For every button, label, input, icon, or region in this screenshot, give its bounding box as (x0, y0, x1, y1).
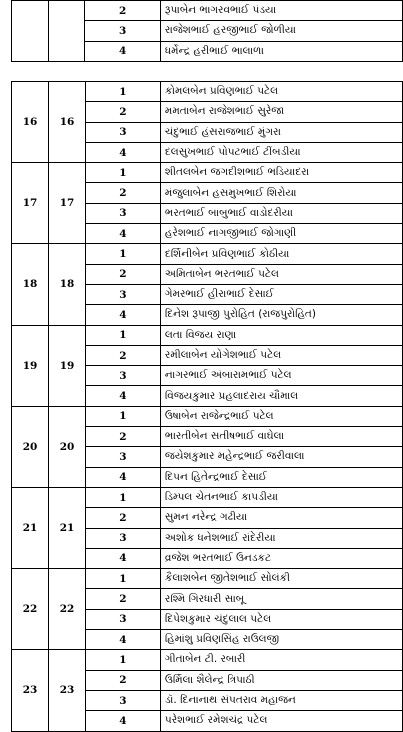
serial-number-cell: 3 (86, 284, 161, 304)
serial-number-cell: 4 (86, 548, 161, 568)
member-name-cell: ગીતાબેન ટી. રબારી (160, 650, 402, 670)
member-name-cell: દિપન હિતેન્દ્રભાઈ દેસાઈ (160, 467, 402, 487)
member-name-cell: મંજુલાબેન હસમુખભાઈ શિરોયા (160, 183, 402, 203)
member-name-cell: ઉર્મિલા શૈલેન્દ્ર ત્રિપાઠી (160, 670, 402, 690)
seat-number-cell: 16 (49, 82, 86, 163)
serial-number-cell: 3 (86, 366, 161, 386)
member-name-cell: મમતાબેન રાજેશભાઈ સુરેજા (160, 102, 402, 122)
member-name-cell: કૈલાશબેન જીતેશભાઈ સોલંકી (160, 569, 402, 589)
seat-number-cell: 21 (49, 487, 86, 568)
member-name-cell: અશોક ધનેશભાઈ રાંદેરીયા (160, 528, 402, 548)
member-name-cell: ડૉ. દિનાનાથ સંપતરાવ મહાજન (160, 690, 402, 710)
continuation-table (11, 0, 403, 62)
table-row (12, 1, 403, 21)
serial-number-cell: 3 (86, 122, 161, 142)
member-name-cell: ભારતીબેન સતીષભાઈ વાઘેલા (160, 427, 402, 447)
ward-number-cell: 17 (12, 163, 49, 244)
ward-number-cell (12, 1, 49, 62)
member-name-cell: રમીલાબેન યોગેશભાઈ પટેલ (160, 345, 402, 365)
serial-number-cell: 2 (86, 589, 161, 609)
member-name-cell: રશ્મિ ગિરધારી સાબૂ (160, 589, 402, 609)
ward-number-cell: 16 (12, 82, 49, 163)
member-name-cell: વિજયકુમાર પ્રહલાદરાય ચૌમાલ (160, 386, 402, 406)
table-row (12, 406, 403, 426)
member-name-cell: નાગરભાઈ અંબારામભાઈ પટેલ (160, 366, 402, 386)
serial-number-cell: 1 (86, 325, 161, 345)
table-row (12, 244, 403, 264)
member-name-cell: જયેશકુમાર મહેન્દ્રભાઈ જરીવાલા (160, 447, 402, 467)
serial-number-cell: 4 (86, 305, 161, 325)
ward-number-cell: 21 (12, 487, 49, 568)
seat-number-cell: 20 (49, 406, 86, 487)
serial-number-cell: 2 (85, 1, 161, 21)
serial-number-cell: 1 (86, 569, 161, 589)
table-row (12, 325, 403, 345)
serial-number-cell: 2 (86, 345, 161, 365)
ward-number-cell: 22 (12, 569, 49, 650)
serial-number-cell: 2 (86, 508, 161, 528)
serial-number-cell: 2 (86, 670, 161, 690)
serial-number-cell: 2 (86, 183, 161, 203)
member-name-cell: પરેશભાઈ રમેશચંદ્ર પટેલ (160, 711, 402, 731)
table-row (12, 569, 403, 589)
seat-number-cell: 22 (49, 569, 86, 650)
serial-number-cell: 2 (86, 427, 161, 447)
serial-number-cell: 1 (86, 163, 161, 183)
serial-number-cell: 4 (86, 630, 161, 650)
member-name-cell: દર્શિનીબેન પ્રવિણભાઈ કોઠીયા (160, 244, 402, 264)
member-name-cell: ધર્મેન્દ્ર હરીભાઈ ભાલાળા (160, 41, 402, 61)
serial-number-cell: 1 (86, 406, 161, 426)
seat-number-cell: 17 (49, 163, 86, 244)
serial-number-cell: 3 (86, 528, 161, 548)
serial-number-cell: 4 (86, 224, 161, 244)
member-name-cell: વ્રજેશ ભરતભાઈ ઉનડકટ (160, 548, 402, 568)
member-name-cell: ગેમરભાઈ હીરાભાઈ દેસાઈ (160, 284, 402, 304)
serial-number-cell: 4 (86, 386, 161, 406)
serial-number-cell: 1 (86, 487, 161, 507)
ward-members-table-body (12, 82, 403, 732)
member-name-cell: ઉષાબેન રાજેન્દ્રભાઈ પટેલ (160, 406, 402, 426)
seat-number-cell: 23 (49, 650, 86, 731)
ward-number-cell: 20 (12, 406, 49, 487)
serial-number-cell: 4 (85, 41, 161, 61)
member-name-cell: દલસુખભાઈ પોપટભાઈ ટીંબડીયા (160, 142, 402, 162)
serial-number-cell: 4 (86, 467, 161, 487)
member-name-cell: અમિતાબેન ભરતભાઈ પટેલ (160, 264, 402, 284)
continuation-table-body (12, 1, 403, 62)
member-name-cell: સુમન નરેન્દ્ર ગઢીયા (160, 508, 402, 528)
table-row (12, 650, 403, 670)
member-name-cell: હરેશભાઈ નાગજીભાઈ જોગાણી (160, 224, 402, 244)
serial-number-cell: 2 (86, 102, 161, 122)
seat-number-cell: 19 (49, 325, 86, 406)
member-name-cell: ભરતભાઈ બાબુભાઈ વાડોદરીયા (160, 203, 402, 223)
member-name-cell: ડિમ્પલ ચેતનભાઈ કાપડીયા (160, 487, 402, 507)
member-name-cell: હિમાંશુ પ્રવિણસિંહ રાઉલજી (160, 630, 402, 650)
member-name-cell: કોમલબેન પ્રવિણભાઈ પટેલ (160, 82, 402, 102)
ward-number-cell: 18 (12, 244, 49, 325)
member-name-cell: રૂપાબેન ભાગરવભાઈ પંડયા (160, 1, 402, 21)
serial-number-cell: 1 (86, 244, 161, 264)
table-row (12, 82, 403, 102)
serial-number-cell: 3 (86, 203, 161, 223)
member-name-cell: રાજેશભાઈ હરજીભાઈ જોળીયા (160, 21, 402, 41)
ward-number-cell: 23 (12, 650, 49, 731)
serial-number-cell: 3 (85, 21, 161, 41)
member-name-cell: શીતલબેન જગદીશભાઈ ભડિયાદરા (160, 163, 402, 183)
serial-number-cell: 3 (86, 447, 161, 467)
member-name-cell: દિપેશકુમાર ચંદુલાલ પટેલ (160, 609, 402, 629)
serial-number-cell: 3 (86, 609, 161, 629)
ward-members-table (11, 81, 403, 732)
serial-number-cell: 1 (86, 650, 161, 670)
serial-number-cell: 4 (86, 711, 161, 731)
ward-number-cell: 19 (12, 325, 49, 406)
member-name-cell: લતા વિજય રાણા (160, 325, 402, 345)
seat-number-cell (48, 1, 85, 62)
serial-number-cell: 2 (86, 264, 161, 284)
seat-number-cell: 18 (49, 244, 86, 325)
serial-number-cell: 3 (86, 690, 161, 710)
table-row (12, 163, 403, 183)
member-name-cell: દિનેશ રૂપાજી પુરોહિત (રાજપુરોહિત) (160, 305, 402, 325)
serial-number-cell: 1 (86, 82, 161, 102)
table-row (12, 487, 403, 507)
serial-number-cell: 4 (86, 142, 161, 162)
member-name-cell: ચંદુભાઈ હંસરાજભાઈ મુંગરા (160, 122, 402, 142)
